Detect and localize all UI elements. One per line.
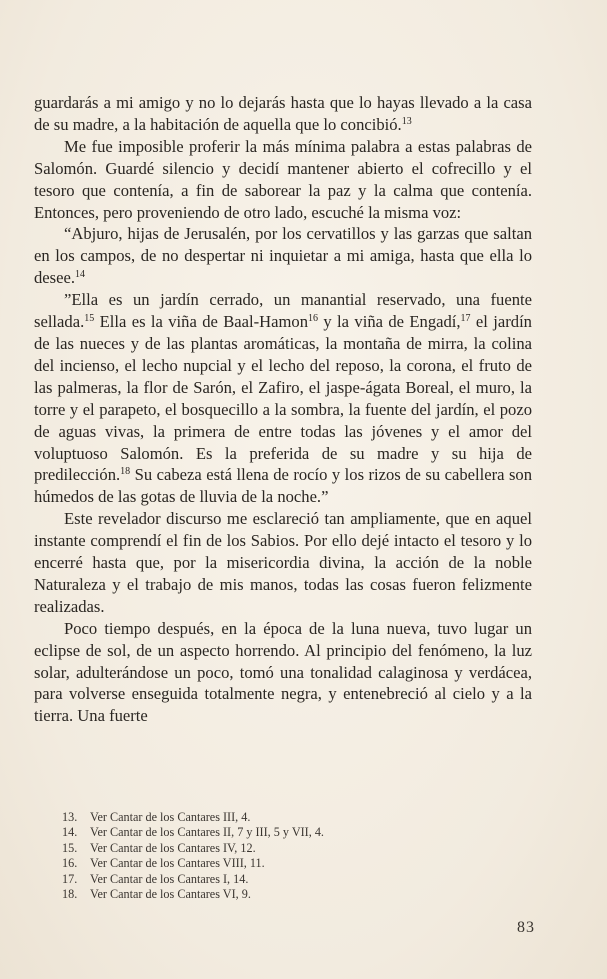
- footnote-text: Ver Cantar de los Cantares III, 4.: [90, 810, 251, 824]
- footnote-item: [62, 856, 462, 871]
- footnote-item: [62, 825, 462, 840]
- page-number: 83: [517, 919, 535, 936]
- footnote-number: 13.: [62, 810, 78, 824]
- paragraph-3: [34, 223, 532, 289]
- paragraph-2: [34, 136, 532, 224]
- footnote-item: [62, 872, 462, 887]
- paragraph-4-seg-2: Ella es la viña de Baal-Hamon: [94, 312, 309, 332]
- paragraph-6: [34, 618, 532, 728]
- footnote-text: Ver Cantar de los Cantares II, 7 y III, 5 y VII, 4.: [90, 825, 324, 840]
- paragraph-6-text: Poco tiempo después, en la época de la luna nueva, tuvo lugar un eclipse de sol, de un aspecto horrendo. Al principio del fenómeno, la luz solar, adulterándose un poco, tomó una tonalidad calaginosa y verdácea, para volverse enseguida totalmente negra, y entenebreció al cielo y a la tierra. Una fuerte: [34, 618, 532, 726]
- footnote-item: [62, 887, 462, 902]
- footnote-item: [62, 841, 462, 856]
- footnote-text: Ver Cantar de los Cantares IV, 12.: [90, 840, 256, 855]
- paragraph-1: [34, 92, 532, 136]
- footnote-number: 14.: [62, 825, 78, 840]
- paragraph-4-seg-4: el jardín de las nueces y de las plantas aromáticas, la montaña de mirra, la colina del incienso, el lecho nupcial y el lecho del reposo, la corona, el fruto de las palmeras, la flor de Sarón, el Zafiro, el jaspe-ágata Boreal, el muro, la torre y el parapeto, el bosquecillo a la sombra, la fuente del jardín, el pozo de aguas vivas, la primera de entre todas las jóvenes y el amor del voluptuoso Salomón. Es la preferida de su madre y su hija de predilección.: [34, 312, 532, 485]
- footnote-item: [62, 810, 462, 825]
- footnotes: [62, 810, 462, 902]
- paragraph-5-text: Este revelador discurso me esclareció tan ampliamente, que en aquel instante comprendí el fin de los Sabios. Por ello dejé intacto el tesoro y lo encerré hasta que, por la misericordia divina, la acción de la noble Naturaleza y el trabajo de mis manos, todas las cosas fueron felizmente realizadas.: [34, 509, 532, 616]
- paragraph-3-text: “Abjuro, hijas de Jerusalén, por los cervatillos y las garzas que saltan en los campos, de no despertar ni inquietar a mi amiga, hasta que ella lo desee.: [34, 224, 532, 288]
- footnote-number: 16.: [62, 856, 78, 871]
- footnote-ref-15: 15: [84, 313, 95, 325]
- paragraph-2-text: Me fue imposible proferir la más mínima palabra a estas palabras de Salomón. Guardé silencio y decidí mantener abierto el cofrecillo y el tesoro que contenía, a fin de saborear la paz y la calma que contenía. Entonces, pero proveniendo de otro lado, escuché la misma voz:: [34, 136, 532, 222]
- main-text: [34, 92, 532, 727]
- paragraph-5: [34, 508, 532, 618]
- footnote-number: 17.: [62, 871, 78, 886]
- footnote-ref-18: 18: [120, 466, 131, 478]
- footnote-number: 18.: [62, 887, 78, 902]
- footnote-ref-17: 17: [460, 313, 471, 325]
- paragraph-1-text: guardarás a mi amigo y no lo dejarás hasta que lo hayas llevado a la casa de su madre, a la habitación de aquella que lo concibió.: [34, 93, 532, 134]
- footnote-ref-13: 13: [401, 115, 412, 127]
- footnote-number: 15.: [62, 840, 78, 855]
- paragraph-4-seg-5: Su cabeza está llena de rocío y los rizos de su cabellera son húmedos de las gotas de lluvia de la noche.”: [34, 465, 532, 507]
- paragraph-4-seg-3: y la viña de Engadí,: [318, 312, 461, 332]
- footnote-text: Ver Cantar de los Cantares VI, 9.: [90, 887, 251, 902]
- footnote-ref-14: 14: [75, 269, 85, 281]
- footnote-text: Ver Cantar de los Cantares VIII, 11.: [90, 856, 265, 871]
- footnote-text: Ver Cantar de los Cantares I, 14.: [90, 871, 249, 886]
- footnote-ref-16: 16: [308, 313, 319, 325]
- paragraph-4: [34, 289, 532, 508]
- paragraph-4-seg-1: ”Ella es un jardín cerrado, un manantial reservado, una fuente sellada.: [34, 290, 532, 332]
